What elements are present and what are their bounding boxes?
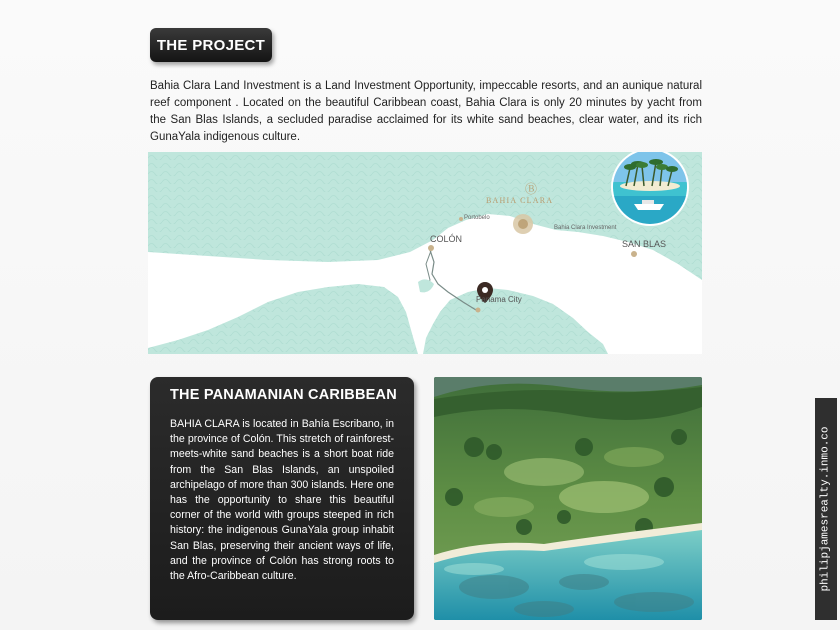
bahia-clara-logo-icon: Ⓑ: [525, 182, 538, 196]
watermark-text: philipjamesrealty.inmo.co: [820, 426, 832, 592]
map-label-colon: COLÓN: [430, 234, 463, 244]
colon-dot: [428, 245, 434, 251]
panamanian-caribbean-card: [150, 377, 414, 620]
portobelo-dot: [459, 217, 463, 221]
intro-paragraph: Bahia Clara Land Investment is a Land Investment Opportunity, impeccable resorts, and an aunique natural reef component . Located on the beautiful Caribbean coast, Bahia Clara is only 20 minutes by yacht from the San Blas Islands, a secluded paradise acclaimed for its white sand beaches, clear water, and its rich GunaYala indigenous culture.: [150, 80, 702, 143]
map-graphic: [148, 152, 702, 354]
card-title: THE PANAMANIAN CARIBBEAN: [170, 387, 397, 403]
watermark-badge: [815, 398, 837, 620]
card-body: BAHIA CLARA is located in Bahía Escribano, in the province of Colón. This stretch of rainforest-meets-white sand beaches is a short boat ride from the San Blas Islands, an unspoiled archipelago of more than 300 islands. Here one has the opportunity to share this beautiful corner of the world with groups steeped in rich history: the indigenous GunaYala group inhabit San Blas, preserving their ancient ways of life, and the province of Colón has strong roots to the Afro-Caribbean culture.: [170, 418, 394, 583]
aerial-coast-photo: [434, 377, 702, 620]
map-label-portobelo: Portobelo: [464, 215, 490, 221]
location-map: [148, 152, 702, 354]
map-label-panama-city: Panama City: [476, 295, 522, 304]
san-blas-dot: [631, 251, 637, 257]
panama-city-dot: [476, 308, 481, 313]
map-brand-label: BAHIA CLARA: [486, 196, 554, 205]
map-label-bahia-clara-investment: Bahia Clara Investment: [554, 225, 617, 231]
section-title-the-project: THE PROJECT: [150, 28, 272, 62]
map-label-san-blas: SAN BLAS: [622, 239, 667, 249]
